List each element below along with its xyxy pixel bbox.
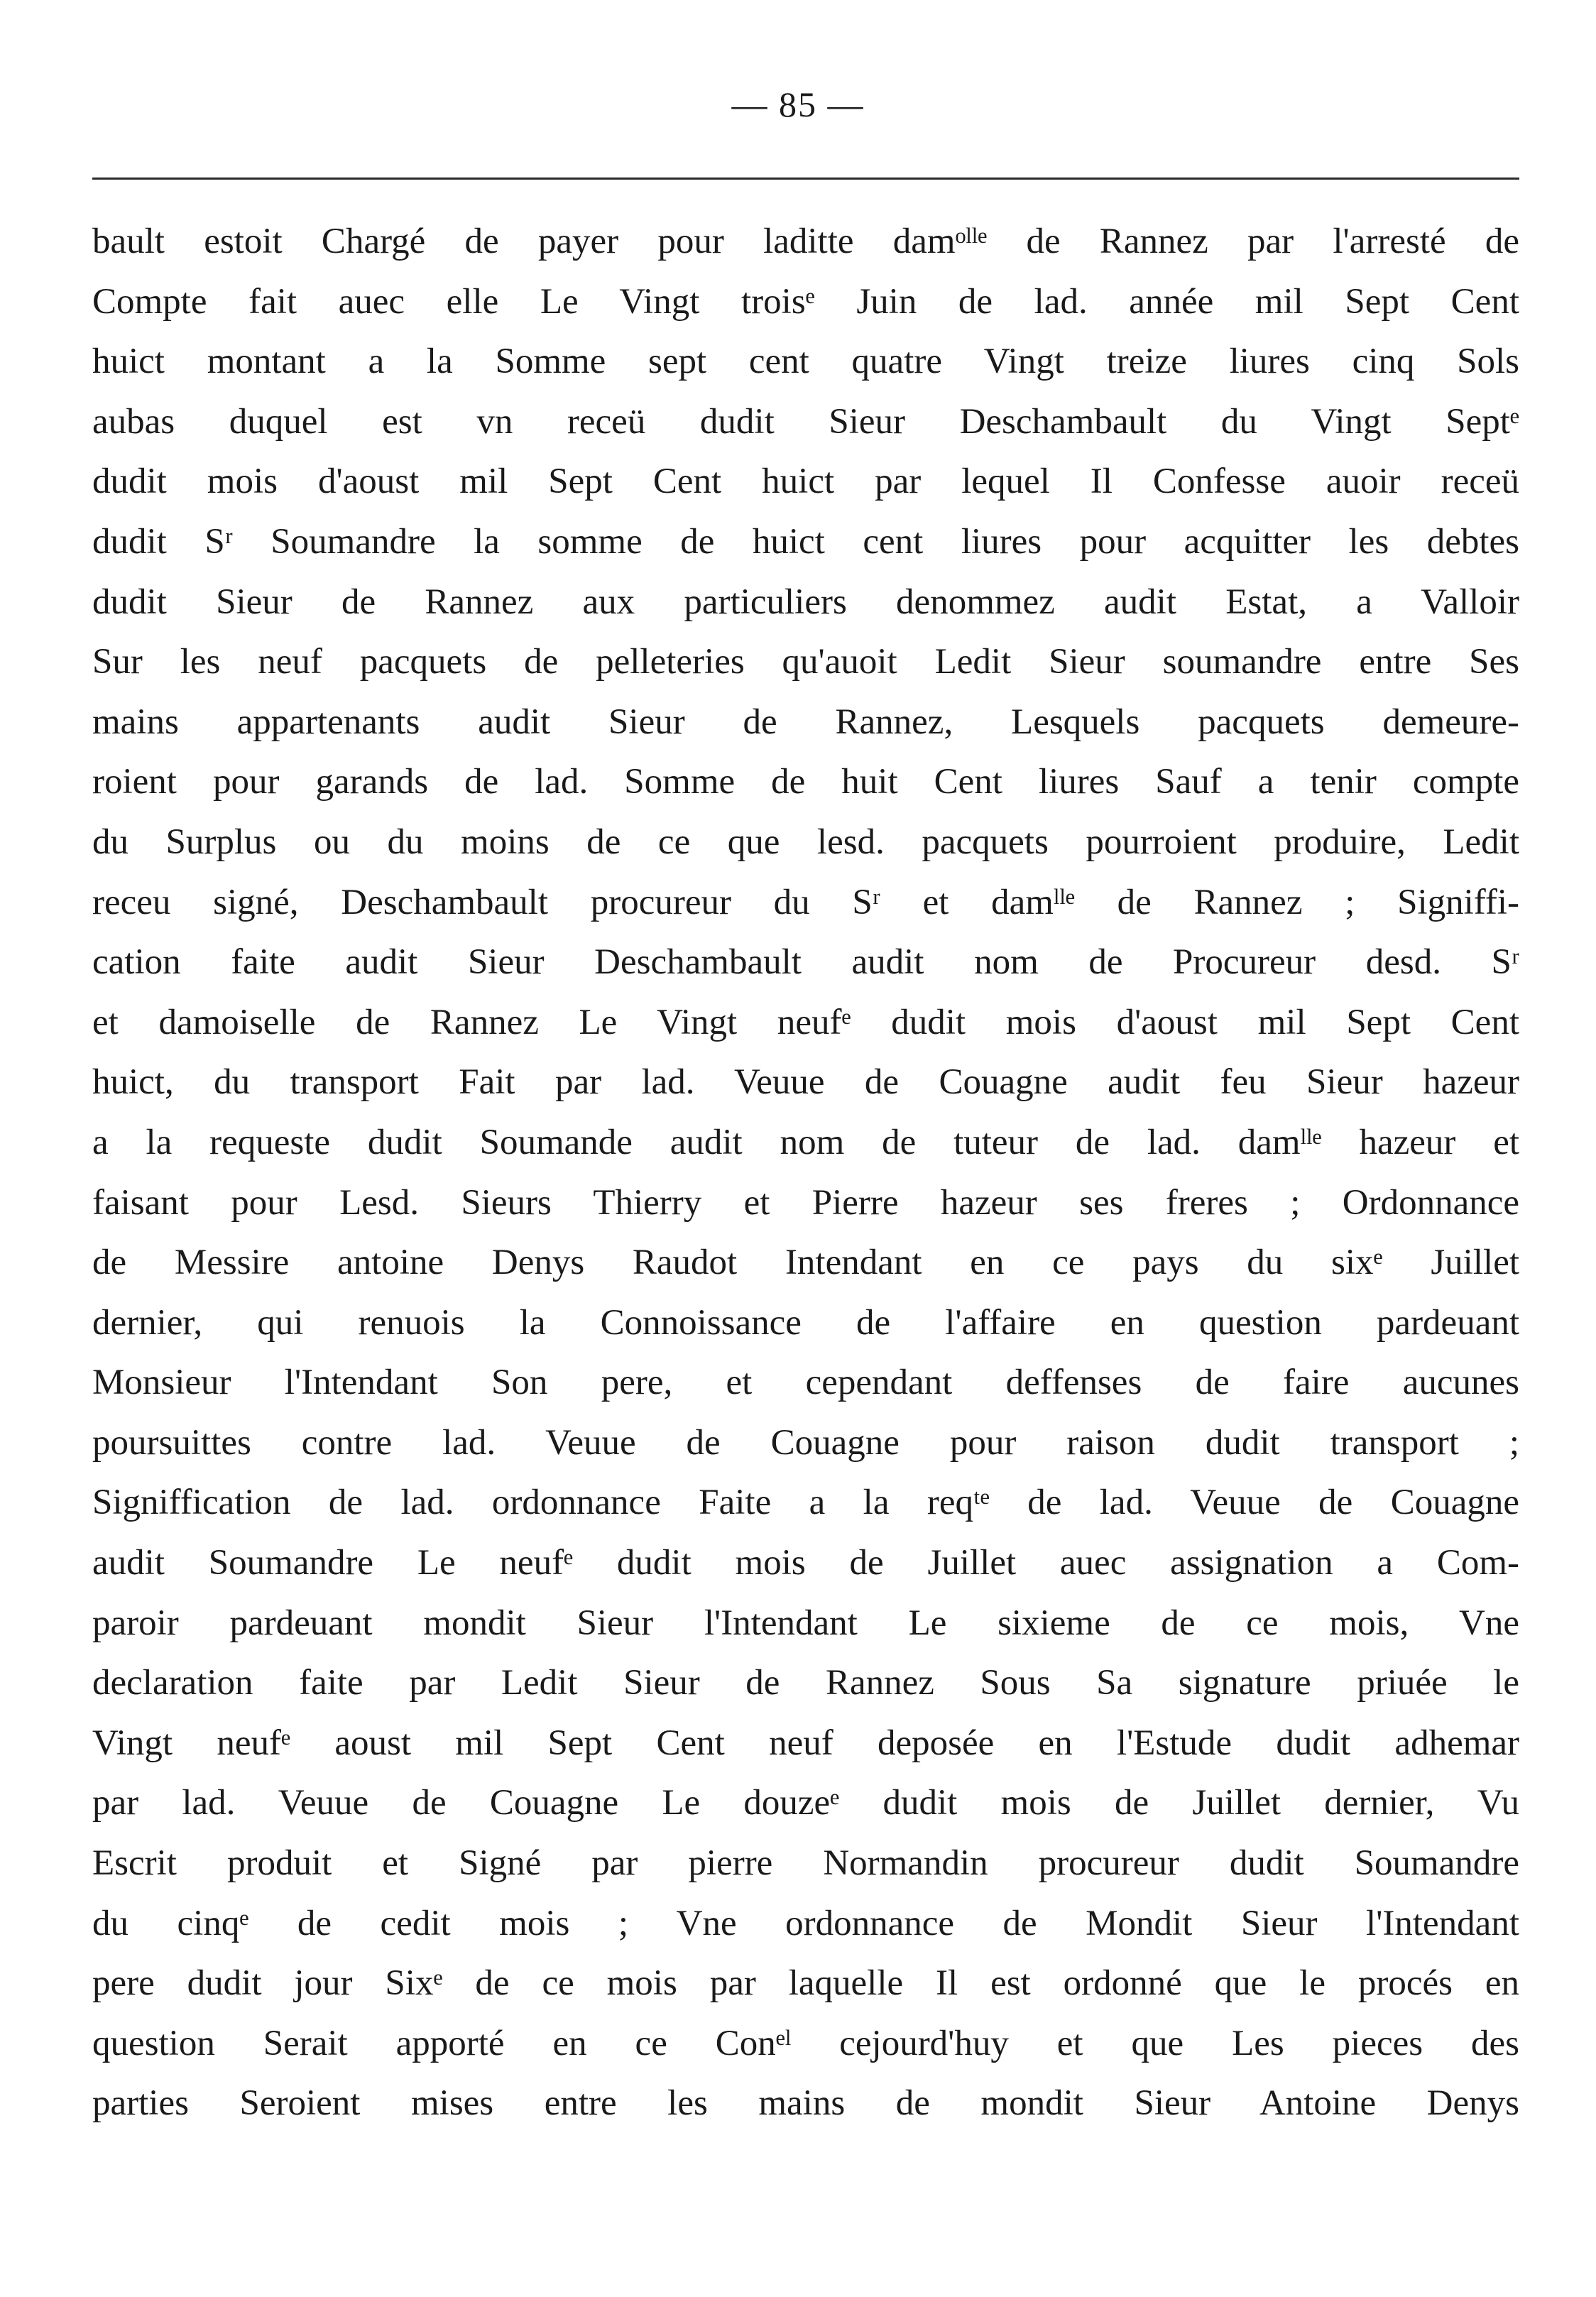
text-line: bault estoit Chargé de payer pour ladittе damᵒˡˡᵉ de Rannez par l'arresté de [92, 222, 1519, 261]
text-line: paroir pardeuant mondit Sieur l'Intendant Le sixieme de ce mois, Vne [92, 1603, 1519, 1643]
text-line: dernier, qui renuois la Connoissance de l'affaire en question pardeuant [92, 1302, 1519, 1343]
text-line: faisant pour Lesd. Sieurs Thierry et Pierre hazeur ses freres ; Ordonnance [92, 1182, 1519, 1223]
text-line: du cinqᵉ de cedit mois ; Vne ordonnance de Mondit Sieur l'Intendant [92, 1903, 1519, 1943]
text-line: Compte fait auec elle Le Vingt troisᵉ Juin de lad. année mil Sept Cent [92, 281, 1519, 322]
text-line: aubas duquel est vn receü dudit Sieur Deschambault du Vingt Septᵉ [92, 401, 1519, 442]
text-line: cation faite audit Sieur Deschambault audit nom de Procureur desd. Sʳ [92, 942, 1519, 983]
text-line: Escrit produit et Signé par pierre Normandin procureur dudit Soumandre [92, 1843, 1519, 1884]
text-line: de Messire antoine Denys Raudot Intendant en ce pays du sixᵉ Juillet [92, 1243, 1519, 1283]
text-line: et damoiselle de Rannez Le Vingt neufᵉ dudit mois d'aoust mil Sept Cent [92, 1002, 1519, 1042]
text-line: question Serait apporté en ce Conᵉˡ cejourd'huy et que Les pieces des [92, 2023, 1519, 2063]
header-rule [92, 178, 1519, 180]
text-line: dudit Sʳ Soumandre la somme de huict cent liures pour acquitter les debtes [92, 521, 1519, 562]
text-line: dudit Sieur de Rannez aux particuliers denommez audit Estat, a Valloir [92, 582, 1519, 622]
text-line: poursuittes contre lad. Veuue de Couagne pour raison dudit transport ; [92, 1422, 1519, 1463]
text-line: receu signé, Deschambault procureur du Sʳ et damˡˡᵉ de Rannez ; Signiffi- [92, 882, 1519, 922]
page-number: — 85 — [731, 84, 865, 124]
text-line: audit Soumandre Le neufᵉ dudit mois de Juillet auec assignation a Com- [92, 1543, 1519, 1583]
text-line: Signiffication de lad. ordonnance Faite a la reqᵗᵉ de lad. Veuue de Couagne [92, 1483, 1519, 1523]
text-line: a la requeste dudit Soumande audit nom de tuteur de lad. damˡˡᵉ hazeur et [92, 1122, 1519, 1162]
text-line: parties Seroient mises entre les mains de mondit Sieur Antoine Denys [92, 2083, 1519, 2124]
text-line: par lad. Veuue de Couagne Le douzeᵉ dudit mois de Juillet dernier, Vu [92, 1783, 1519, 1823]
text-line: du Surplus ou du moins de ce que lesd. pacquets pourroient produire, Ledit [92, 822, 1519, 862]
text-line: huict montant a la Somme sept cent quatre Vingt treize liures cinq Sols [92, 342, 1519, 382]
text-line: pere dudit jour Sixᵉ de ce mois par laquelle Il est ordonné que le procés en [92, 1963, 1519, 2004]
text-line: roient pour garands de lad. Somme de huit Cent liures Sauf a tenir compte [92, 762, 1519, 802]
text-line: Sur les neuf pacquets de pelleteries qu'auoit Ledit Sieur soumandre entre Ses [92, 642, 1519, 682]
text-line: Vingt neufᵉ aoust mil Sept Cent neuf deposée en l'Estude dudit adhemar [92, 1723, 1519, 1763]
text-line: Monsieur l'Intendant Son pere, et cependant deffenses de faire aucunes [92, 1363, 1519, 1403]
text-line: declaration faite par Ledit Sieur de Rannez Sous Sa signature priuée le [92, 1663, 1519, 1703]
text-line: dudit mois d'aoust mil Sept Cent huict par lequel Il Confesse auoir receü [92, 462, 1519, 502]
text-line: mains appartenants audit Sieur de Rannez, Lesquels pacquets demeure- [92, 702, 1519, 742]
body-text [92, 212, 1519, 2134]
text-line: huict, du transport Fait par lad. Veuue de Couagne audit feu Sieur hazeur [92, 1062, 1519, 1103]
